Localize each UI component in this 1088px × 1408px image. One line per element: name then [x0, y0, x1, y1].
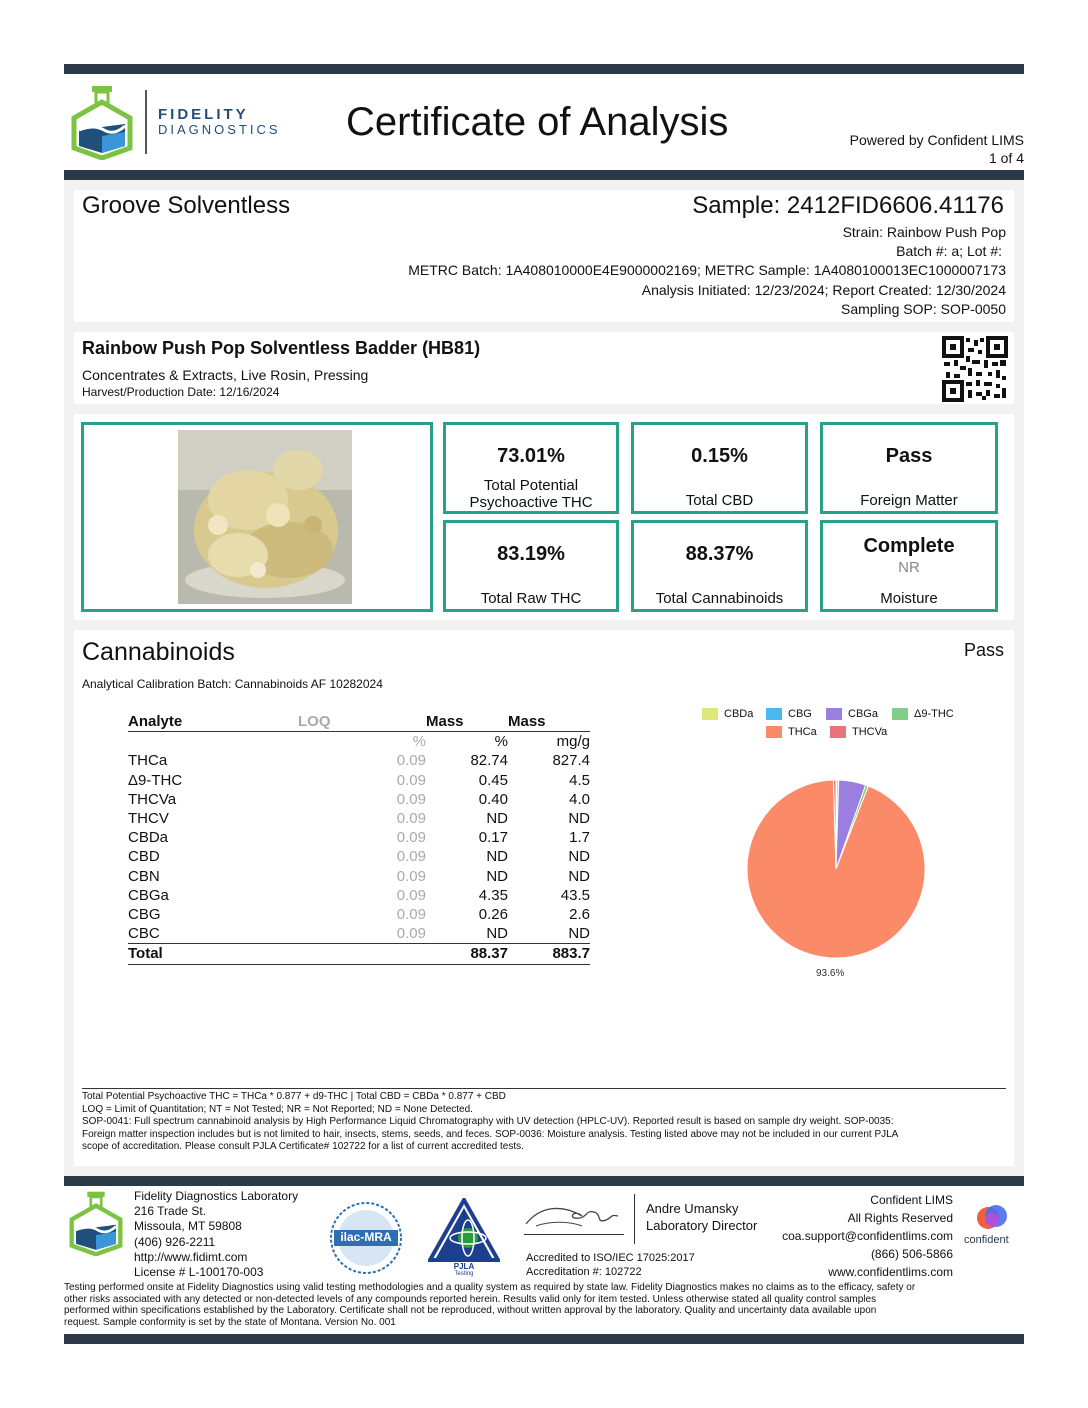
section-status: Pass	[963, 640, 1004, 660]
tile-total-thc: 73.01% Total Potential Psychoactive THC	[443, 422, 619, 514]
header-loq: LOQ	[298, 712, 426, 732]
powered-by: Powered by Confident LIMS	[849, 132, 1024, 148]
lab-street: 216 Trade St.	[134, 1204, 207, 1219]
logo-divider	[145, 90, 147, 154]
qr-code-icon[interactable]	[942, 336, 1008, 402]
flask-logo-icon	[70, 84, 134, 160]
product-photo-frame	[81, 422, 433, 612]
notes-divider	[82, 1088, 1006, 1089]
header-mass-pct: Mass	[426, 712, 508, 732]
header-mass-mgg: Mass	[508, 712, 590, 732]
director-name: Andre Umansky	[646, 1201, 739, 1216]
page-number: 1 of 4	[988, 150, 1024, 166]
table-row: THCVa 0.09 0.40 4.0	[128, 790, 590, 808]
tile-foreign-matter: Pass Foreign Matter	[820, 422, 998, 514]
notes	[82, 1091, 1008, 1154]
confident-info	[782, 1191, 953, 1281]
disclaimer-line-2: other risks associated with any detected or non-detected levels of any compounds reported herein. Results valid only for item tested. Unless otherwise stated all quality control samples	[64, 1293, 877, 1305]
product-category: Concentrates & Extracts, Live Rosin, Pressing	[82, 367, 369, 383]
batch-lot: Batch #: a; Lot #:	[896, 243, 1002, 259]
disclaimer-line-1: Testing performed onsite at Fidelity Diagnostics using valid testing methodologies and a quality system as required by state law. Fidelity Diagnostics makes no claims as to the efficacy, safety or	[64, 1282, 916, 1293]
strain: Strain: Rainbow Push Pop	[842, 224, 1006, 240]
confident-logo-text: confident	[964, 1234, 1009, 1246]
analysis-dates: Analysis Initiated: 12/23/2024; Report Created: 12/30/2024	[641, 282, 1006, 298]
footer-flask-logo-icon	[68, 1190, 124, 1256]
accreditation-number: Accreditation #: 102722	[526, 1266, 642, 1278]
table-row: THCa 0.09 82.74 827.4	[128, 752, 590, 770]
units-row: % % mg/g	[412, 733, 590, 751]
sample-id: Sample: 2412FID6606.41176	[692, 192, 1004, 219]
legend-cbga: CBGa	[826, 707, 878, 721]
table-row: THCV 0.09 ND ND	[128, 810, 590, 828]
legend-cbda: CBDa	[702, 707, 753, 721]
table-row: CBN 0.09 ND ND	[128, 867, 590, 885]
accredited-iso: Accredited to ISO/IEC 17025:2017	[526, 1252, 695, 1264]
confident-logo-icon	[974, 1202, 1010, 1234]
brand-subtitle: DIAGNOSTICS	[158, 122, 281, 137]
tile-total-cannabinoids: 88.37% Total Cannabinoids	[631, 520, 808, 612]
tile-moisture: Complete NR Moisture	[820, 520, 998, 612]
product-photo	[178, 430, 352, 604]
cannabinoid-table	[128, 712, 590, 965]
table-row: CBC 0.09 ND ND	[128, 925, 590, 943]
ilac-mra-text: ilac-MRA	[340, 1230, 392, 1244]
client-card	[74, 190, 1014, 322]
note-line-2: LOQ = Limit of Quantitation; NT = Not Tested; NR = Not Reported; ND = None Detected.	[82, 1103, 473, 1115]
client-name: Groove Solventless	[82, 192, 291, 219]
note-line-5: scope of accreditation. Please consult PJLA Certificate# 102722 for a list of current accredited tests.	[82, 1141, 524, 1152]
sampling-sop: Sampling SOP: SOP-0050	[841, 301, 1006, 317]
pie-data-label: 93.6%	[816, 968, 845, 979]
legend-d9thc: Δ9-THC	[892, 707, 954, 721]
tile-total-cbd: 0.15% Total CBD	[631, 422, 808, 514]
lab-city: Missoula, MT 59808	[134, 1219, 242, 1234]
footer-top-bar	[64, 1176, 1024, 1186]
signature-line	[524, 1234, 624, 1235]
header-bar	[64, 170, 1024, 180]
legend-cbg: CBG	[766, 707, 812, 721]
table-row: Δ9-THC 0.09 0.45 4.5	[128, 771, 590, 789]
table-row: CBGa 0.09 4.35 43.5	[128, 886, 590, 904]
summary-card	[74, 414, 1014, 620]
lab-info	[134, 1189, 298, 1280]
lab-name: Fidelity Diagnostics Laboratory	[134, 1189, 299, 1203]
header-analyte: Analyte	[128, 712, 298, 732]
table-row: CBDa 0.09 0.17 1.7	[128, 829, 590, 847]
note-line-1: Total Potential Psychoactive THC = THCa * 0.877 + d9-THC | Total CBD = CBDa * 0.877 + CBD	[82, 1091, 506, 1102]
confident-email[interactable]: coa.support@confidentlims.com	[782, 1229, 953, 1243]
page-title: Certificate of Analysis	[346, 100, 729, 144]
section-title: Cannabinoids	[82, 638, 235, 666]
calibration-batch: Analytical Calibration Batch: Cannabinoids AF 10282024	[82, 677, 383, 691]
table-row: CBG 0.09 0.26 2.6	[128, 906, 590, 924]
legend-thcva: THCVa	[830, 725, 887, 739]
disclaimer	[64, 1282, 1024, 1328]
harvest-date: Harvest/Production Date: 12/16/2024	[82, 385, 280, 399]
pjla-testing: Testing	[454, 1271, 474, 1277]
tile-total-raw-thc: 83.19% Total Raw THC	[443, 520, 619, 612]
confident-website[interactable]: www.confidentlims.com	[828, 1265, 953, 1279]
legend-thca: THCa	[766, 725, 817, 739]
product-card	[74, 332, 1014, 404]
lab-website[interactable]: http://www.fidimt.com	[134, 1249, 248, 1264]
note-line-3: SOP-0041: Full spectrum cannabinoid analysis by High Performance Liquid Chromatography with UV detection (HPLC-UV). Reported result is based on sample dry weight. SOP-0035:	[82, 1116, 894, 1127]
lab-phone[interactable]: (406) 926-2211	[134, 1234, 216, 1249]
note-line-4: Foreign matter inspection includes but is not limited to hair, insects, stems, seeds, and feces. SOP-0036: Moisture analysis. Testing listed above may not be included in our current PJLA	[82, 1128, 899, 1140]
confident-name: Confident LIMS	[870, 1193, 953, 1207]
brand-name: FIDELITY	[158, 106, 249, 123]
cannabinoid-pie-chart	[736, 770, 936, 990]
total-row: Total 88.37 883.7	[128, 945, 590, 963]
director-signature	[522, 1198, 632, 1234]
top-bar	[64, 64, 1024, 74]
pjla-logo-icon	[428, 1198, 500, 1264]
metrc-ids: METRC Batch: 1A408010000E4E9000002169; METRC Sample: 1A4080100013EC1000007173	[408, 262, 1006, 278]
table-header-row	[128, 712, 590, 732]
director-title: Laboratory Director	[646, 1218, 758, 1233]
table-row: CBD 0.09 ND ND	[128, 848, 590, 866]
disclaimer-line-3: performed within specifications established by the Laboratory. Certificate shall not be reproduced, without written approval by the laboratory. Quality and uncertainty data available upon	[64, 1305, 877, 1316]
disclaimer-line-4: request. Sample conformity is set by the state of Montana. Version No. 001	[64, 1316, 396, 1328]
pjla-text: PJLA	[453, 1262, 475, 1271]
signature-divider	[634, 1194, 635, 1244]
lab-license: License # L-100170-003	[134, 1265, 264, 1280]
confident-phone[interactable]: (866) 506-5866	[870, 1247, 953, 1261]
footer-bottom-bar	[64, 1334, 1024, 1344]
confident-rights: All Rights Reserved	[847, 1211, 953, 1225]
product-name: Rainbow Push Pop Solventless Badder (HB81)	[82, 338, 481, 358]
